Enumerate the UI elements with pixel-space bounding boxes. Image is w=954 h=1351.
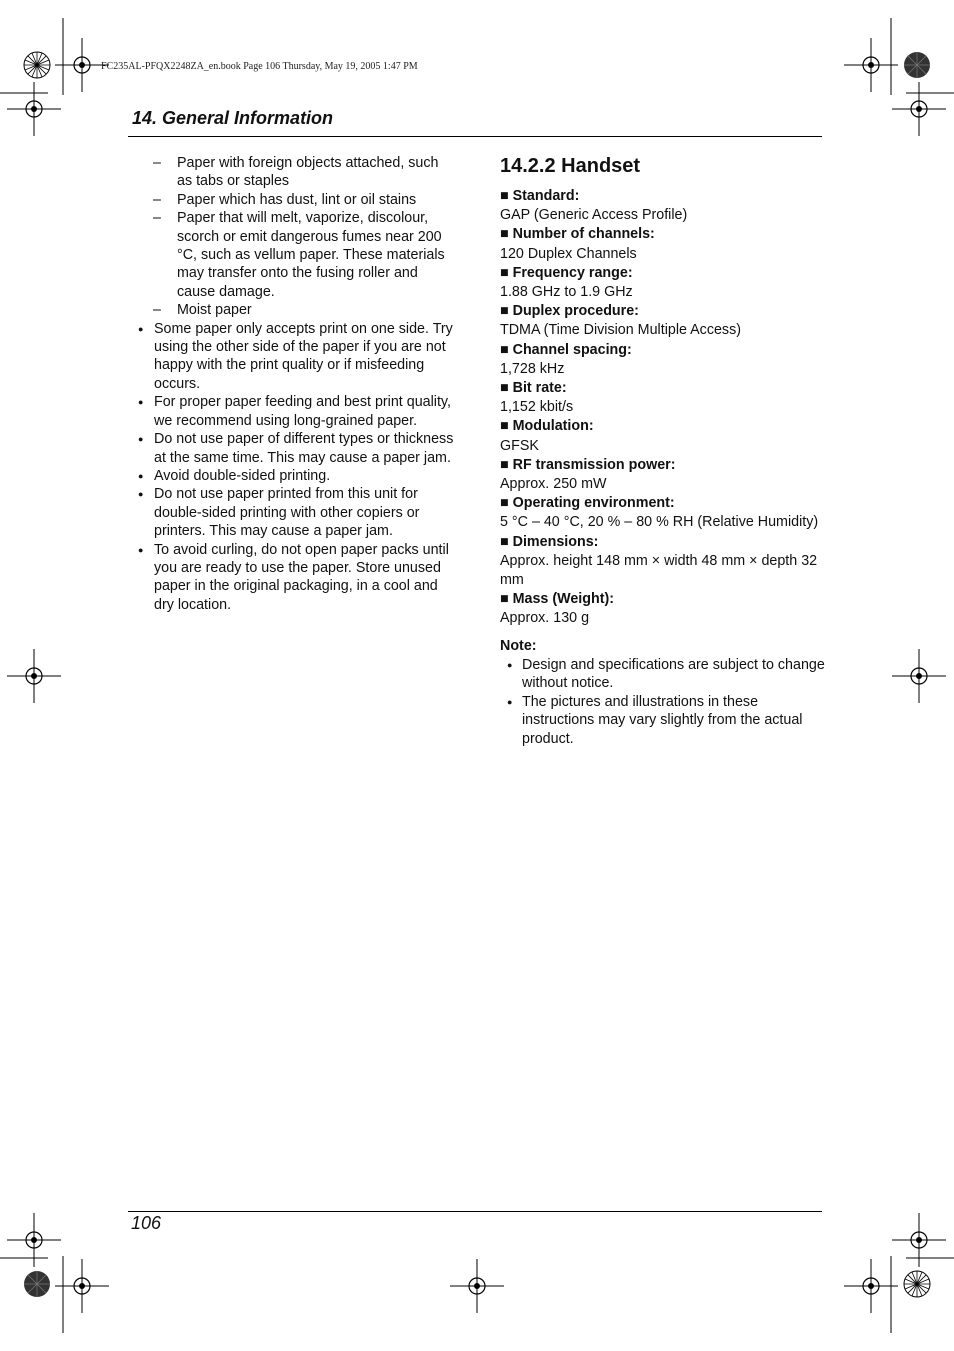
spec-label-text: Operating environment: xyxy=(512,495,675,512)
list-item-text: Do not use paper printed from this unit for double-sided printing with other copiers or printers. This may cause a paper jam. xyxy=(154,486,420,540)
square-bullet-icon: ■ xyxy=(500,418,509,435)
spec-label xyxy=(500,417,825,436)
footer-rule xyxy=(128,1211,822,1212)
square-bullet-icon: ■ xyxy=(500,341,509,358)
header-rule xyxy=(128,136,822,137)
bullet-icon: ● xyxy=(138,544,144,555)
spec-label xyxy=(500,456,825,475)
note-list xyxy=(500,656,825,748)
bullet-list-item xyxy=(136,485,456,540)
spec-label xyxy=(500,187,825,206)
square-bullet-icon: ■ xyxy=(500,456,509,473)
square-bullet-icon: ■ xyxy=(500,380,509,397)
spec-label-text: Duplex procedure: xyxy=(512,303,639,320)
spec-label xyxy=(500,379,825,398)
square-bullet-icon: ■ xyxy=(500,591,509,608)
dash-marker: – xyxy=(153,155,161,171)
spec-label xyxy=(500,590,825,609)
spec-value: GFSK xyxy=(500,437,539,454)
list-item-text: Paper that will melt, vaporize, discolour, scorch or emit dangerous fumes near 200 °C, such as vellum paper. These materials may transfer onto the fusing roller and cause damage. xyxy=(177,210,445,300)
spec-label xyxy=(500,302,825,321)
spec-label-text: Modulation: xyxy=(512,418,594,435)
bullet-list-item xyxy=(136,320,456,394)
spec-value: Approx. 130 g xyxy=(500,610,590,627)
dash-marker: – xyxy=(153,210,161,227)
list-item-text: Moist paper xyxy=(177,302,252,319)
page-number: 106 xyxy=(131,1213,162,1233)
bullet-list-item xyxy=(136,430,456,467)
spec-label xyxy=(500,264,825,283)
handset-specifications xyxy=(500,153,825,748)
spec-value: TDMA (Time Division Multiple Access) xyxy=(500,322,741,339)
list-item-text: Paper which has dust, lint or oil stains xyxy=(177,191,417,208)
spec-label-text: RF transmission power: xyxy=(512,456,676,473)
bullet-list-item xyxy=(136,393,456,430)
spec-label xyxy=(500,341,825,360)
spec-label-text: Number of channels: xyxy=(512,226,655,243)
spec-value: 1,152 kbit/s xyxy=(500,399,574,416)
bullet-icon: ● xyxy=(138,397,144,408)
paper-guidelines-column xyxy=(136,154,456,614)
spec-label-text: Channel spacing: xyxy=(512,341,632,358)
note-item xyxy=(500,656,825,693)
bullet-icon: ● xyxy=(138,489,144,500)
spec-value: GAP (Generic Access Profile) xyxy=(500,207,688,224)
dash-marker: – xyxy=(153,191,161,208)
list-item-text: Avoid double-sided printing. xyxy=(154,467,331,484)
spec-label xyxy=(500,225,825,244)
dash-list-item xyxy=(136,154,456,191)
list-item-text: Paper with foreign objects attached, such as tabs or staples xyxy=(177,155,439,190)
spec-label xyxy=(500,494,825,513)
note-item xyxy=(500,693,825,748)
bullet-list-item xyxy=(136,541,456,615)
list-item-text: For proper paper feeding and best print quality, we recommend using long-grained paper. xyxy=(154,394,451,429)
dash-list-item xyxy=(136,191,456,209)
list-item-text: Do not use paper of different types or thickness at the same time. This may cause a paper jam. xyxy=(154,431,454,466)
square-bullet-icon: ■ xyxy=(500,303,509,320)
spec-value: Approx. height 148 mm × width 48 mm × depth 32 mm xyxy=(500,552,818,589)
note-text: Design and specifications are subject to change without notice. xyxy=(522,656,825,692)
spec-label-text: Standard: xyxy=(512,188,580,204)
spec-value: 120 Duplex Channels xyxy=(500,245,637,262)
section-title: 14. General Information xyxy=(132,108,334,128)
spec-value: 5 °C – 40 °C, 20 % – 80 % RH (Relative Humidity) xyxy=(500,514,819,531)
square-bullet-icon: ■ xyxy=(500,264,509,281)
bullet-icon: ● xyxy=(507,659,513,670)
spec-label-text: Bit rate: xyxy=(512,380,567,397)
list-item-text: Some paper only accepts print on one side. Try using the other side of the paper if you are not happy with the print quality or if misfeeding occurs. xyxy=(154,320,453,392)
square-bullet-icon: ■ xyxy=(500,495,509,512)
note-text: The pictures and illustrations in these instructions may vary slightly from the actual product. xyxy=(522,693,803,747)
spec-label-text: Dimensions: xyxy=(512,533,599,550)
bullet-icon: ● xyxy=(138,323,144,334)
print-header: FC235AL-PFQX2248ZA_en.book Page 106 Thursday, May 19, 2005 1:47 PM xyxy=(101,61,418,72)
spec-value: 1.88 GHz to 1.9 GHz xyxy=(500,284,633,301)
spec-label xyxy=(500,533,825,552)
bullet-icon: ● xyxy=(138,434,144,445)
dash-marker: – xyxy=(153,302,161,319)
spec-label-text: Mass (Weight): xyxy=(512,591,615,608)
dash-list-item xyxy=(136,209,456,301)
list-item-text: To avoid curling, do not open paper packs until you are ready to use the paper. Store unused paper in the original packaging, in a cool and dry location. xyxy=(154,541,449,613)
spec-value: Approx. 250 mW xyxy=(500,476,607,493)
handset-heading: 14.2.2 Handset xyxy=(500,155,641,177)
bullet-list-item xyxy=(136,467,456,485)
spec-value: 1,728 kHz xyxy=(500,360,565,377)
spec-label-text: Frequency range: xyxy=(512,264,633,281)
square-bullet-icon: ■ xyxy=(500,188,509,204)
dash-list-item xyxy=(136,301,456,319)
square-bullet-icon: ■ xyxy=(500,226,509,243)
bullet-icon: ● xyxy=(507,696,513,707)
bullet-icon: ● xyxy=(138,470,144,481)
spec-list xyxy=(500,187,825,629)
square-bullet-icon: ■ xyxy=(500,533,509,550)
note-heading: Note: xyxy=(500,637,537,654)
